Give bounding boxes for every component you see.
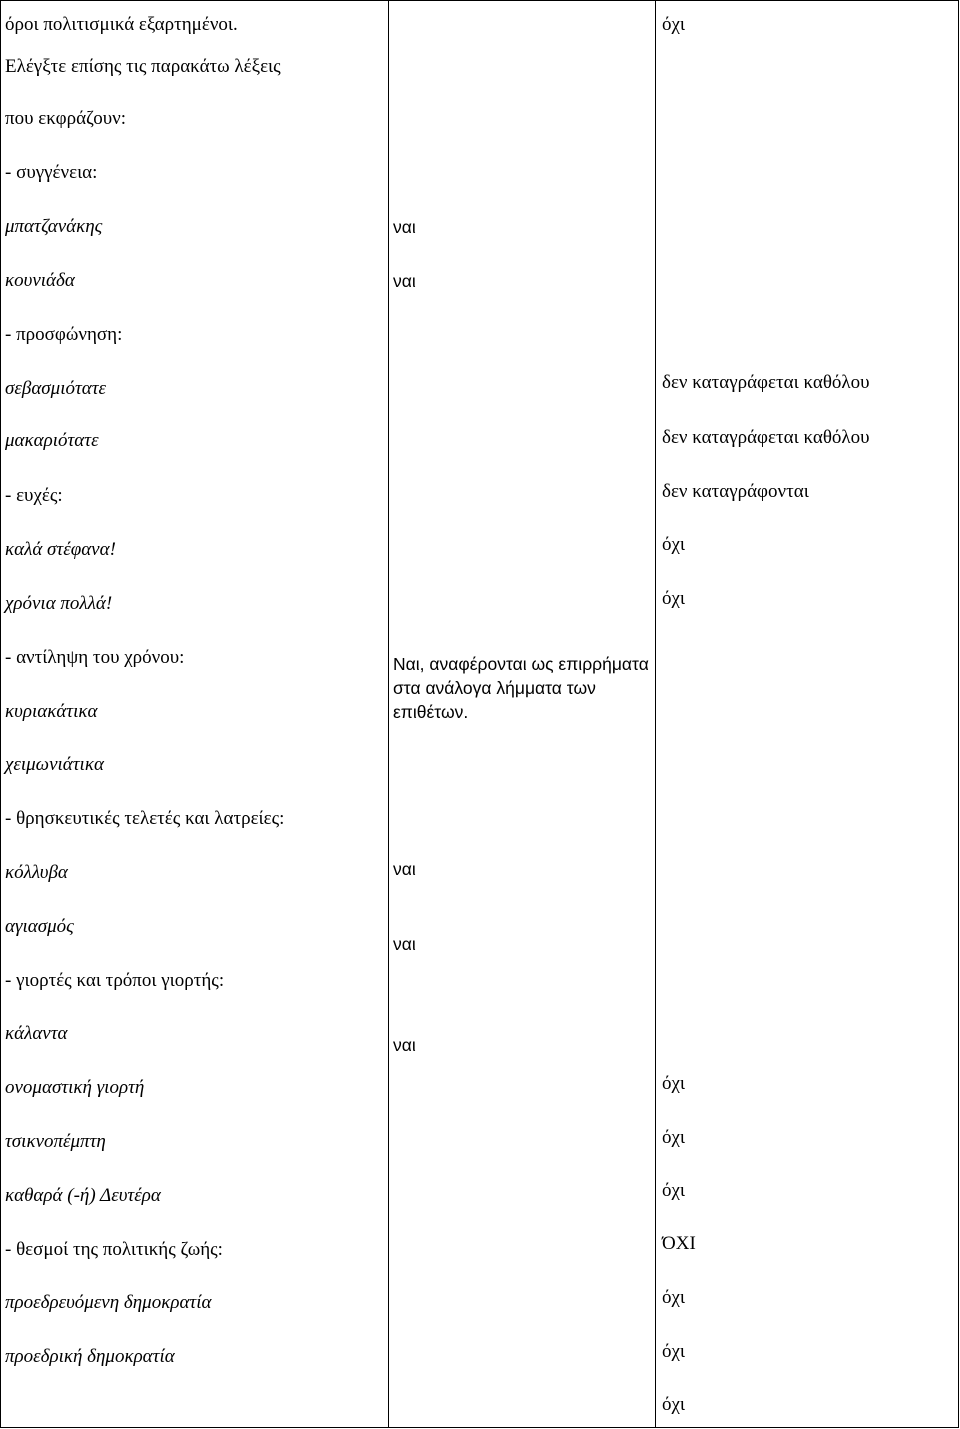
answer-cell: ναι — [393, 217, 416, 237]
term-word: χειμωνιάτικα — [5, 754, 104, 775]
term-word: κάλαντα — [5, 1023, 68, 1044]
answer-cell: ναι — [393, 1035, 416, 1055]
answer-note: Ναι, αναφέρονται ως επιρρήματα στα ανάλογα λήμματα των επιθέτων. — [393, 654, 649, 722]
term-word: προεδρική δημοκρατία — [5, 1346, 175, 1367]
term-word: σεβασμιότατε — [5, 378, 107, 399]
category-heading: - συγγένεια: — [5, 162, 98, 183]
answer-cell: ναι — [393, 859, 416, 879]
answer-cell: ΌΧΙ — [662, 1233, 696, 1254]
term-text: Ελέγξτε επίσης τις παρακάτω λέξεις — [5, 56, 281, 77]
answer-cell: όχι — [662, 588, 686, 609]
category-heading: - θρησκευτικές τελετές και λατρείες: — [5, 808, 285, 829]
term-word: αγιασμός — [5, 916, 74, 937]
table-border-left — [0, 0, 1, 1428]
answer-cell: όχι — [662, 1073, 686, 1094]
column-divider-1 — [388, 0, 389, 1428]
term-word: χρόνια πολλά! — [5, 593, 113, 614]
table-border-top — [0, 0, 959, 1]
category-heading: - θεσμοί της πολιτικής ζωής: — [5, 1239, 223, 1260]
term-word: τσικνοπέμπτη — [5, 1131, 106, 1152]
column-divider-2 — [655, 0, 656, 1428]
answer-cell: όχι — [662, 1287, 686, 1308]
answer-cell: όχι — [662, 14, 686, 35]
answer-cell: δεν καταγράφεται καθόλου — [662, 427, 870, 448]
answer-cell: ναι — [393, 934, 416, 954]
answer-cell: όχι — [662, 1127, 686, 1148]
table-border-bottom — [0, 1427, 959, 1428]
category-heading: - ευχές: — [5, 485, 63, 506]
category-heading: - προσφώνηση: — [5, 324, 123, 345]
term-text: που εκφράζουν: — [5, 108, 126, 129]
term-text: όροι πολιτισμικά εξαρτημένοι. — [5, 14, 238, 35]
answer-cell: όχι — [662, 534, 686, 555]
term-word: κυριακάτικα — [5, 701, 98, 722]
answer-cell: δεν καταγράφεται καθόλου — [662, 372, 870, 393]
category-heading: - αντίληψη του χρόνου: — [5, 647, 185, 668]
term-word: μπατζανάκης — [5, 216, 103, 237]
table-border-right — [958, 0, 959, 1428]
term-word: καλά στέφανα! — [5, 539, 116, 560]
category-heading: - γιορτές και τρόποι γιορτής: — [5, 970, 225, 991]
term-word: ονομαστική γιορτή — [5, 1077, 145, 1098]
term-word: καθαρά (-ή) Δευτέρα — [5, 1185, 161, 1206]
answer-cell: όχι — [662, 1341, 686, 1362]
answer-cell: ναι — [393, 271, 416, 291]
term-word: μακαριότατε — [5, 430, 99, 451]
term-word: προεδρευόμενη δημοκρατία — [5, 1292, 212, 1313]
term-word: κουνιάδα — [5, 270, 75, 291]
term-word: κόλλυβα — [5, 862, 68, 883]
answer-cell: όχι — [662, 1394, 686, 1415]
answer-cell: δεν καταγράφονται — [662, 481, 809, 502]
answer-cell: όχι — [662, 1180, 686, 1201]
